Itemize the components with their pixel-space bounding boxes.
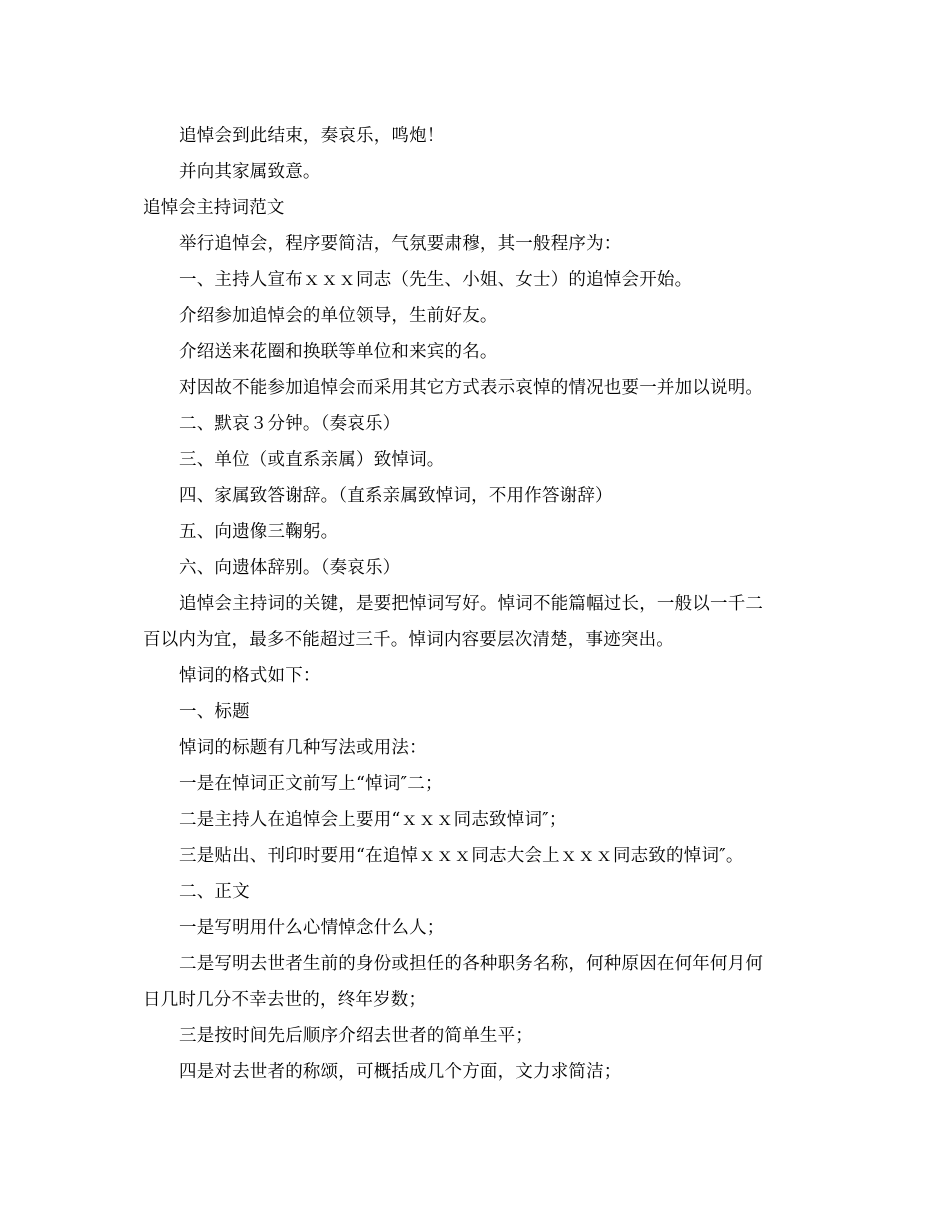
paragraph-line-continued: 日几时几分不幸去世的，终年岁数；: [143, 990, 427, 1010]
document-body: [143, 118, 823, 1090]
paragraph: 四是对去世者的称颂，可概括成几个方面，文力求简洁；: [179, 1062, 622, 1082]
paragraph: 对因故不能参加追悼会而采用其它方式表示哀悼的情况也要一并加以说明。: [179, 378, 764, 398]
paragraph: 五、向遗像三鞠躬。: [179, 522, 339, 542]
paragraph-line: 追悼会主持词的关键，是要把悼词写好。悼词不能篇幅过长，一般以一千二: [179, 594, 764, 614]
paragraph: 三是贴出、刊印时要用“在追悼ｘｘｘ同志大会上ｘｘｘ同志致的悼词″。: [179, 846, 744, 866]
paragraph: 四、家属致答谢辞。（直系亲属致悼词，不用作答谢辞）: [179, 486, 613, 506]
paragraph: 三是按时间先后顺序介绍去世者的简单生平；: [179, 1026, 533, 1046]
section-title: 追悼会主持词范文: [143, 198, 285, 218]
paragraph: 悼词的标题有几种写法或用法：: [179, 738, 427, 758]
paragraph: 二是主持人在追悼会上要用“ｘｘｘ同志致悼词″；: [179, 810, 567, 830]
paragraph: 二、正文: [179, 882, 250, 902]
paragraph: 一是写明用什么心情悼念什么人；: [179, 918, 445, 938]
paragraph: 一是在悼词正文前写上“悼词″二；: [179, 774, 443, 794]
paragraph: 三、单位（或直系亲属）致悼词。: [179, 450, 445, 470]
paragraph: 二、默哀３分钟。（奏哀乐）: [179, 414, 401, 434]
paragraph: 六、向遗体辞别。（奏哀乐）: [179, 558, 401, 578]
paragraph: 一、主持人宣布ｘｘｘ同志（先生、小姐、女士）的追悼会开始。: [179, 270, 693, 290]
paragraph: 追悼会到此结束，奏哀乐，鸣炮！: [179, 126, 445, 146]
paragraph-line-continued: 百以内为宜，最多不能超过三千。悼词内容要层次清楚，事迹突出。: [143, 630, 674, 650]
paragraph: 介绍送来花圈和换联等单位和来宾的名。: [179, 342, 498, 362]
paragraph-line: 二是写明去世者生前的身份或担任的各种职务名称，何种原因在何年何月何: [179, 954, 764, 974]
paragraph: 并向其家属致意。: [179, 162, 321, 182]
paragraph: 介绍参加追悼会的单位领导，生前好友。: [179, 306, 498, 326]
paragraph: 一、标题: [179, 702, 250, 722]
paragraph: 悼词的格式如下：: [179, 666, 321, 686]
paragraph: 举行追悼会，程序要简洁，气氛要肃穆，其一般程序为：: [179, 234, 622, 254]
